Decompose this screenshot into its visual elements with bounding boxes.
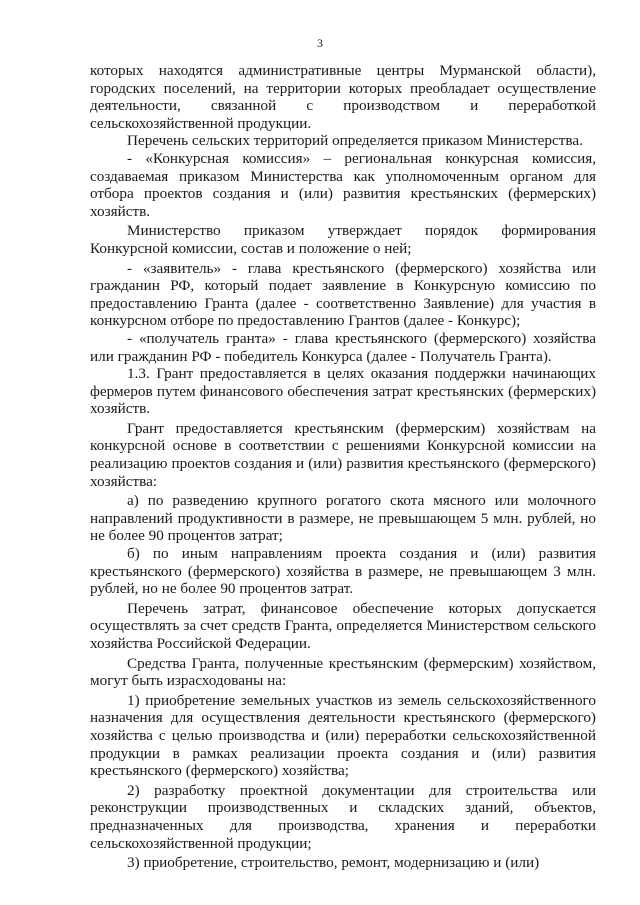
paragraph-recipient-definition: - «получатель гранта» - глава крестьянского (фермерского) хозяйства или гражданин РФ - победитель Конкурса (далее - Получатель Гранта).	[90, 329, 596, 365]
paragraph-funds-use: Средства Гранта, полученные крестьянским (фермерским) хозяйством, могут быть израсходованы на:	[90, 654, 596, 690]
paragraph-item-a: а) по разведению крупного рогатого скота мясного или молочного направлений продуктивности в размере, не превышающем 5 млн. рублей, но не более 90 процентов затрат;	[90, 492, 596, 545]
paragraph-applicant-definition: - «заявитель» - глава крестьянского (фермерского) хозяйства или гражданин РФ, который подает заявление в Конкурсную комиссию по предоставлению Гранта (далее - соответственно Заявление) для участия в конкурсном отборе по предоставлению Грантов (далее - Конкурс);	[90, 259, 596, 330]
paragraph-commission-definition: - «Конкурсная комиссия» – региональная конкурсная комиссия, создаваемая приказом Министерства как уполномоченным органом для отбора проектов создания и (или) развития крестьянских (фермерских) хозяйств.	[90, 149, 596, 220]
paragraph-continuation: которых находятся административные центры Мурманской области), городских поселений, на территории которых преобладает осуществление деятельности, связанной с производством и переработкой сельскохозяйственной продукции.	[90, 62, 596, 132]
paragraph-use-1: 1) приобретение земельных участков из земель сельскохозяйственного назначения для осуществления деятельности крестьянского (фермерского) хозяйства с целью производства и (или) переработки сельскохозяйственной продукции в рамках реализации проекта создания и (или) развития крестьянского (фермерского) хозяйства;	[90, 691, 596, 780]
paragraph-use-2: 2) разработку проектной документации для строительства или реконструкции производственных и складских зданий, объектов, предназначенных для производства, хранения и переработки сельскохозяйственной продукции;	[90, 781, 596, 852]
paragraph-section-1-3: 1.3. Грант предоставляется в целях оказания поддержки начинающих фермеров путем финансового обеспечения затрат крестьянских (фермерских) хозяйств.	[90, 365, 596, 418]
document-body	[90, 62, 596, 872]
paragraph-item-b: б) по иным направлениям проекта создания и (или) развития крестьянского (фермерского) хозяйства в размере, не превышающем 3 млн. рублей, но не более 90 процентов затрат.	[90, 545, 596, 598]
paragraph-grant-basis: Грант предоставляется крестьянским (фермерским) хозяйствам на конкурсной основе в соответствии с решениями Конкурсной комиссии на реализацию проектов создания и (или) развития крестьянского (фермерского) хозяйства:	[90, 419, 596, 490]
page-number: 3	[317, 36, 323, 50]
paragraph-rural-territories: Перечень сельских территорий определяется приказом Министерства.	[127, 132, 583, 150]
paragraph-cost-list: Перечень затрат, финансовое обеспечение которых допускается осуществлять за счет средств Гранта, определяется Министерством сельского хозяйства Российской Федерации.	[90, 599, 596, 652]
paragraph-commission-order: Министерство приказом утверждает порядок формирования Конкурсной комиссии, состав и положение о ней;	[90, 222, 596, 257]
paragraph-use-3: 3) приобретение, строительство, ремонт, модернизацию и (или)	[127, 854, 540, 872]
